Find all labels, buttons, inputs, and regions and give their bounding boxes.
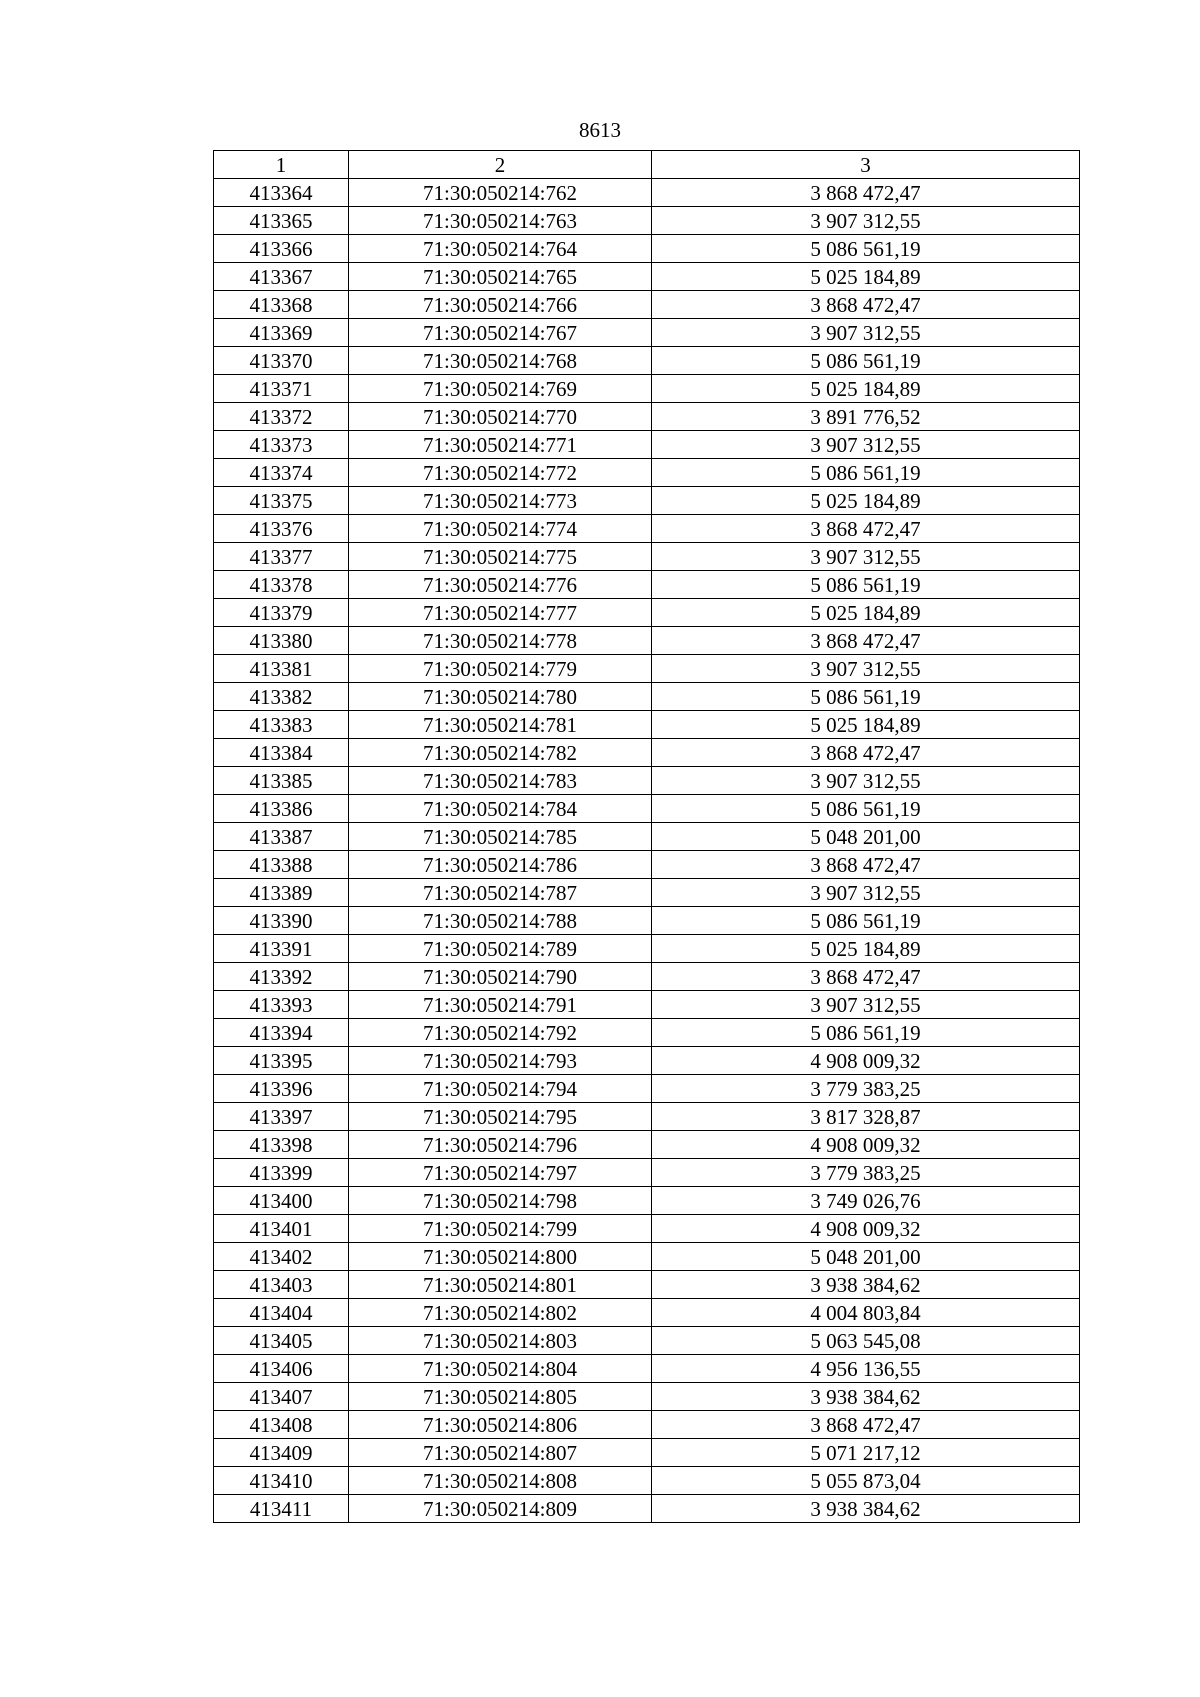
value-cell: 3 779 383,25 — [652, 1075, 1080, 1103]
value-cell: 4 908 009,32 — [652, 1131, 1080, 1159]
table-row — [214, 1327, 1080, 1355]
cadastral-number-cell: 71:30:050214:765 — [349, 263, 652, 291]
cadastral-number-cell: 71:30:050214:785 — [349, 823, 652, 851]
cadastral-number-cell: 71:30:050214:771 — [349, 431, 652, 459]
row-number-cell: 413387 — [214, 823, 349, 851]
row-number-cell: 413370 — [214, 347, 349, 375]
cadastral-number-cell: 71:30:050214:772 — [349, 459, 652, 487]
table-row — [214, 487, 1080, 515]
cadastral-number-cell: 71:30:050214:801 — [349, 1271, 652, 1299]
cadastral-number-cell: 71:30:050214:787 — [349, 879, 652, 907]
table-row — [214, 907, 1080, 935]
value-cell: 5 071 217,12 — [652, 1439, 1080, 1467]
value-cell: 3 868 472,47 — [652, 851, 1080, 879]
value-cell: 5 086 561,19 — [652, 459, 1080, 487]
row-number-cell: 413403 — [214, 1271, 349, 1299]
row-number-cell: 413406 — [214, 1355, 349, 1383]
cadastral-number-cell: 71:30:050214:793 — [349, 1047, 652, 1075]
table-row — [214, 319, 1080, 347]
row-number-cell: 413381 — [214, 655, 349, 683]
row-number-cell: 413393 — [214, 991, 349, 1019]
table-row — [214, 1383, 1080, 1411]
cadastral-number-cell: 71:30:050214:794 — [349, 1075, 652, 1103]
column-header-3: 3 — [652, 151, 1080, 179]
cadastral-number-cell: 71:30:050214:764 — [349, 235, 652, 263]
row-number-cell: 413388 — [214, 851, 349, 879]
table-row — [214, 823, 1080, 851]
value-cell: 5 063 545,08 — [652, 1327, 1080, 1355]
row-number-cell: 413373 — [214, 431, 349, 459]
table-row — [214, 1411, 1080, 1439]
cadastral-number-cell: 71:30:050214:803 — [349, 1327, 652, 1355]
value-cell: 3 868 472,47 — [652, 1411, 1080, 1439]
cadastral-number-cell: 71:30:050214:766 — [349, 291, 652, 319]
value-cell: 3 907 312,55 — [652, 543, 1080, 571]
table-row — [214, 263, 1080, 291]
table-row — [214, 795, 1080, 823]
table-row — [214, 767, 1080, 795]
value-cell: 3 907 312,55 — [652, 879, 1080, 907]
table-body — [214, 179, 1080, 1523]
value-cell: 5 086 561,19 — [652, 907, 1080, 935]
row-number-cell: 413409 — [214, 1439, 349, 1467]
value-cell: 5 086 561,19 — [652, 795, 1080, 823]
table-row — [214, 655, 1080, 683]
row-number-cell: 413386 — [214, 795, 349, 823]
value-cell: 3 868 472,47 — [652, 291, 1080, 319]
value-cell: 3 817 328,87 — [652, 1103, 1080, 1131]
row-number-cell: 413389 — [214, 879, 349, 907]
value-cell: 5 025 184,89 — [652, 375, 1080, 403]
row-number-cell: 413379 — [214, 599, 349, 627]
data-table — [213, 150, 1080, 1523]
cadastral-number-cell: 71:30:050214:782 — [349, 739, 652, 767]
row-number-cell: 413404 — [214, 1299, 349, 1327]
table-row — [214, 1047, 1080, 1075]
value-cell: 3 868 472,47 — [652, 739, 1080, 767]
row-number-cell: 413369 — [214, 319, 349, 347]
cadastral-number-cell: 71:30:050214:776 — [349, 571, 652, 599]
cadastral-number-cell: 71:30:050214:798 — [349, 1187, 652, 1215]
value-cell: 5 086 561,19 — [652, 1019, 1080, 1047]
table-row — [214, 1187, 1080, 1215]
table-row — [214, 1495, 1080, 1523]
cadastral-number-cell: 71:30:050214:800 — [349, 1243, 652, 1271]
page-number: 8613 — [579, 118, 621, 142]
row-number-cell: 413366 — [214, 235, 349, 263]
value-cell: 3 907 312,55 — [652, 991, 1080, 1019]
cadastral-number-cell: 71:30:050214:780 — [349, 683, 652, 711]
value-cell: 3 938 384,62 — [652, 1383, 1080, 1411]
cadastral-number-cell: 71:30:050214:805 — [349, 1383, 652, 1411]
row-number-cell: 413394 — [214, 1019, 349, 1047]
cadastral-number-cell: 71:30:050214:792 — [349, 1019, 652, 1047]
cadastral-number-cell: 71:30:050214:786 — [349, 851, 652, 879]
table-row — [214, 571, 1080, 599]
table-row — [214, 739, 1080, 767]
table-row — [214, 963, 1080, 991]
cadastral-number-cell: 71:30:050214:788 — [349, 907, 652, 935]
table-row — [214, 1103, 1080, 1131]
cadastral-number-cell: 71:30:050214:767 — [349, 319, 652, 347]
cadastral-number-cell: 71:30:050214:809 — [349, 1495, 652, 1523]
table-row — [214, 403, 1080, 431]
cadastral-number-cell: 71:30:050214:770 — [349, 403, 652, 431]
value-cell: 3 868 472,47 — [652, 179, 1080, 207]
row-number-cell: 413408 — [214, 1411, 349, 1439]
table-row — [214, 1243, 1080, 1271]
value-cell: 5 055 873,04 — [652, 1467, 1080, 1495]
table-row — [214, 1075, 1080, 1103]
row-number-cell: 413400 — [214, 1187, 349, 1215]
cadastral-number-cell: 71:30:050214:791 — [349, 991, 652, 1019]
table-row — [214, 851, 1080, 879]
table-row — [214, 207, 1080, 235]
table-row — [214, 179, 1080, 207]
row-number-cell: 413384 — [214, 739, 349, 767]
table-row — [214, 991, 1080, 1019]
table-row — [214, 599, 1080, 627]
row-number-cell: 413375 — [214, 487, 349, 515]
row-number-cell: 413410 — [214, 1467, 349, 1495]
cadastral-number-cell: 71:30:050214:796 — [349, 1131, 652, 1159]
value-cell: 5 048 201,00 — [652, 823, 1080, 851]
value-cell: 5 086 561,19 — [652, 235, 1080, 263]
row-number-cell: 413395 — [214, 1047, 349, 1075]
value-cell: 4 004 803,84 — [652, 1299, 1080, 1327]
row-number-cell: 413372 — [214, 403, 349, 431]
row-number-cell: 413411 — [214, 1495, 349, 1523]
value-cell: 4 956 136,55 — [652, 1355, 1080, 1383]
cadastral-number-cell: 71:30:050214:768 — [349, 347, 652, 375]
row-number-cell: 413398 — [214, 1131, 349, 1159]
value-cell: 3 779 383,25 — [652, 1159, 1080, 1187]
table-row — [214, 683, 1080, 711]
row-number-cell: 413364 — [214, 179, 349, 207]
cadastral-number-cell: 71:30:050214:762 — [349, 179, 652, 207]
cadastral-number-cell: 71:30:050214:763 — [349, 207, 652, 235]
cadastral-number-cell: 71:30:050214:789 — [349, 935, 652, 963]
row-number-cell: 413371 — [214, 375, 349, 403]
row-number-cell: 413380 — [214, 627, 349, 655]
value-cell: 3 938 384,62 — [652, 1495, 1080, 1523]
row-number-cell: 413402 — [214, 1243, 349, 1271]
row-number-cell: 413376 — [214, 515, 349, 543]
table-row — [214, 431, 1080, 459]
table-row — [214, 515, 1080, 543]
row-number-cell: 413365 — [214, 207, 349, 235]
row-number-cell: 413368 — [214, 291, 349, 319]
table-row — [214, 543, 1080, 571]
cadastral-number-cell: 71:30:050214:804 — [349, 1355, 652, 1383]
row-number-cell: 413383 — [214, 711, 349, 739]
value-cell: 3 907 312,55 — [652, 655, 1080, 683]
value-cell: 3 868 472,47 — [652, 627, 1080, 655]
table-row — [214, 1159, 1080, 1187]
cadastral-number-cell: 71:30:050214:781 — [349, 711, 652, 739]
value-cell: 5 086 561,19 — [652, 683, 1080, 711]
cadastral-number-cell: 71:30:050214:779 — [349, 655, 652, 683]
value-cell: 3 868 472,47 — [652, 515, 1080, 543]
cadastral-number-cell: 71:30:050214:783 — [349, 767, 652, 795]
value-cell: 5 025 184,89 — [652, 487, 1080, 515]
table-row — [214, 1467, 1080, 1495]
table-row — [214, 1019, 1080, 1047]
table-row — [214, 879, 1080, 907]
table-row — [214, 1355, 1080, 1383]
value-cell: 5 086 561,19 — [652, 571, 1080, 599]
table-row — [214, 1215, 1080, 1243]
cadastral-number-cell: 71:30:050214:784 — [349, 795, 652, 823]
cadastral-number-cell: 71:30:050214:778 — [349, 627, 652, 655]
value-cell: 3 891 776,52 — [652, 403, 1080, 431]
cadastral-number-cell: 71:30:050214:797 — [349, 1159, 652, 1187]
cadastral-number-cell: 71:30:050214:777 — [349, 599, 652, 627]
cadastral-number-cell: 71:30:050214:806 — [349, 1411, 652, 1439]
column-header-2: 2 — [349, 151, 652, 179]
table-header-row — [214, 151, 1080, 179]
row-number-cell: 413367 — [214, 263, 349, 291]
cadastral-number-cell: 71:30:050214:775 — [349, 543, 652, 571]
row-number-cell: 413405 — [214, 1327, 349, 1355]
table-row — [214, 1299, 1080, 1327]
table-row — [214, 347, 1080, 375]
value-cell: 4 908 009,32 — [652, 1047, 1080, 1075]
value-cell: 3 907 312,55 — [652, 767, 1080, 795]
cadastral-number-cell: 71:30:050214:795 — [349, 1103, 652, 1131]
cadastral-number-cell: 71:30:050214:774 — [349, 515, 652, 543]
row-number-cell: 413378 — [214, 571, 349, 599]
value-cell: 5 025 184,89 — [652, 263, 1080, 291]
row-number-cell: 413407 — [214, 1383, 349, 1411]
row-number-cell: 413396 — [214, 1075, 349, 1103]
row-number-cell: 413399 — [214, 1159, 349, 1187]
table-row — [214, 711, 1080, 739]
cadastral-number-cell: 71:30:050214:807 — [349, 1439, 652, 1467]
value-cell: 3 907 312,55 — [652, 431, 1080, 459]
cadastral-number-cell: 71:30:050214:790 — [349, 963, 652, 991]
table-row — [214, 1439, 1080, 1467]
value-cell: 5 025 184,89 — [652, 711, 1080, 739]
row-number-cell: 413397 — [214, 1103, 349, 1131]
row-number-cell: 413385 — [214, 767, 349, 795]
cadastral-number-cell: 71:30:050214:799 — [349, 1215, 652, 1243]
value-cell: 3 938 384,62 — [652, 1271, 1080, 1299]
column-header-1: 1 — [214, 151, 349, 179]
row-number-cell: 413390 — [214, 907, 349, 935]
row-number-cell: 413392 — [214, 963, 349, 991]
row-number-cell: 413401 — [214, 1215, 349, 1243]
table-row — [214, 235, 1080, 263]
value-cell: 5 048 201,00 — [652, 1243, 1080, 1271]
table-row — [214, 935, 1080, 963]
value-cell: 3 868 472,47 — [652, 963, 1080, 991]
row-number-cell: 413374 — [214, 459, 349, 487]
table-row — [214, 1271, 1080, 1299]
cadastral-number-cell: 71:30:050214:802 — [349, 1299, 652, 1327]
cadastral-number-cell: 71:30:050214:808 — [349, 1467, 652, 1495]
cadastral-number-cell: 71:30:050214:769 — [349, 375, 652, 403]
table-row — [214, 1131, 1080, 1159]
row-number-cell: 413391 — [214, 935, 349, 963]
value-cell: 5 086 561,19 — [652, 347, 1080, 375]
value-cell: 3 749 026,76 — [652, 1187, 1080, 1215]
table-row — [214, 375, 1080, 403]
value-cell: 5 025 184,89 — [652, 935, 1080, 963]
table-row — [214, 459, 1080, 487]
value-cell: 5 025 184,89 — [652, 599, 1080, 627]
value-cell: 3 907 312,55 — [652, 207, 1080, 235]
cadastral-number-cell: 71:30:050214:773 — [349, 487, 652, 515]
row-number-cell: 413377 — [214, 543, 349, 571]
table-row — [214, 291, 1080, 319]
value-cell: 4 908 009,32 — [652, 1215, 1080, 1243]
value-cell: 3 907 312,55 — [652, 319, 1080, 347]
row-number-cell: 413382 — [214, 683, 349, 711]
table-row — [214, 627, 1080, 655]
